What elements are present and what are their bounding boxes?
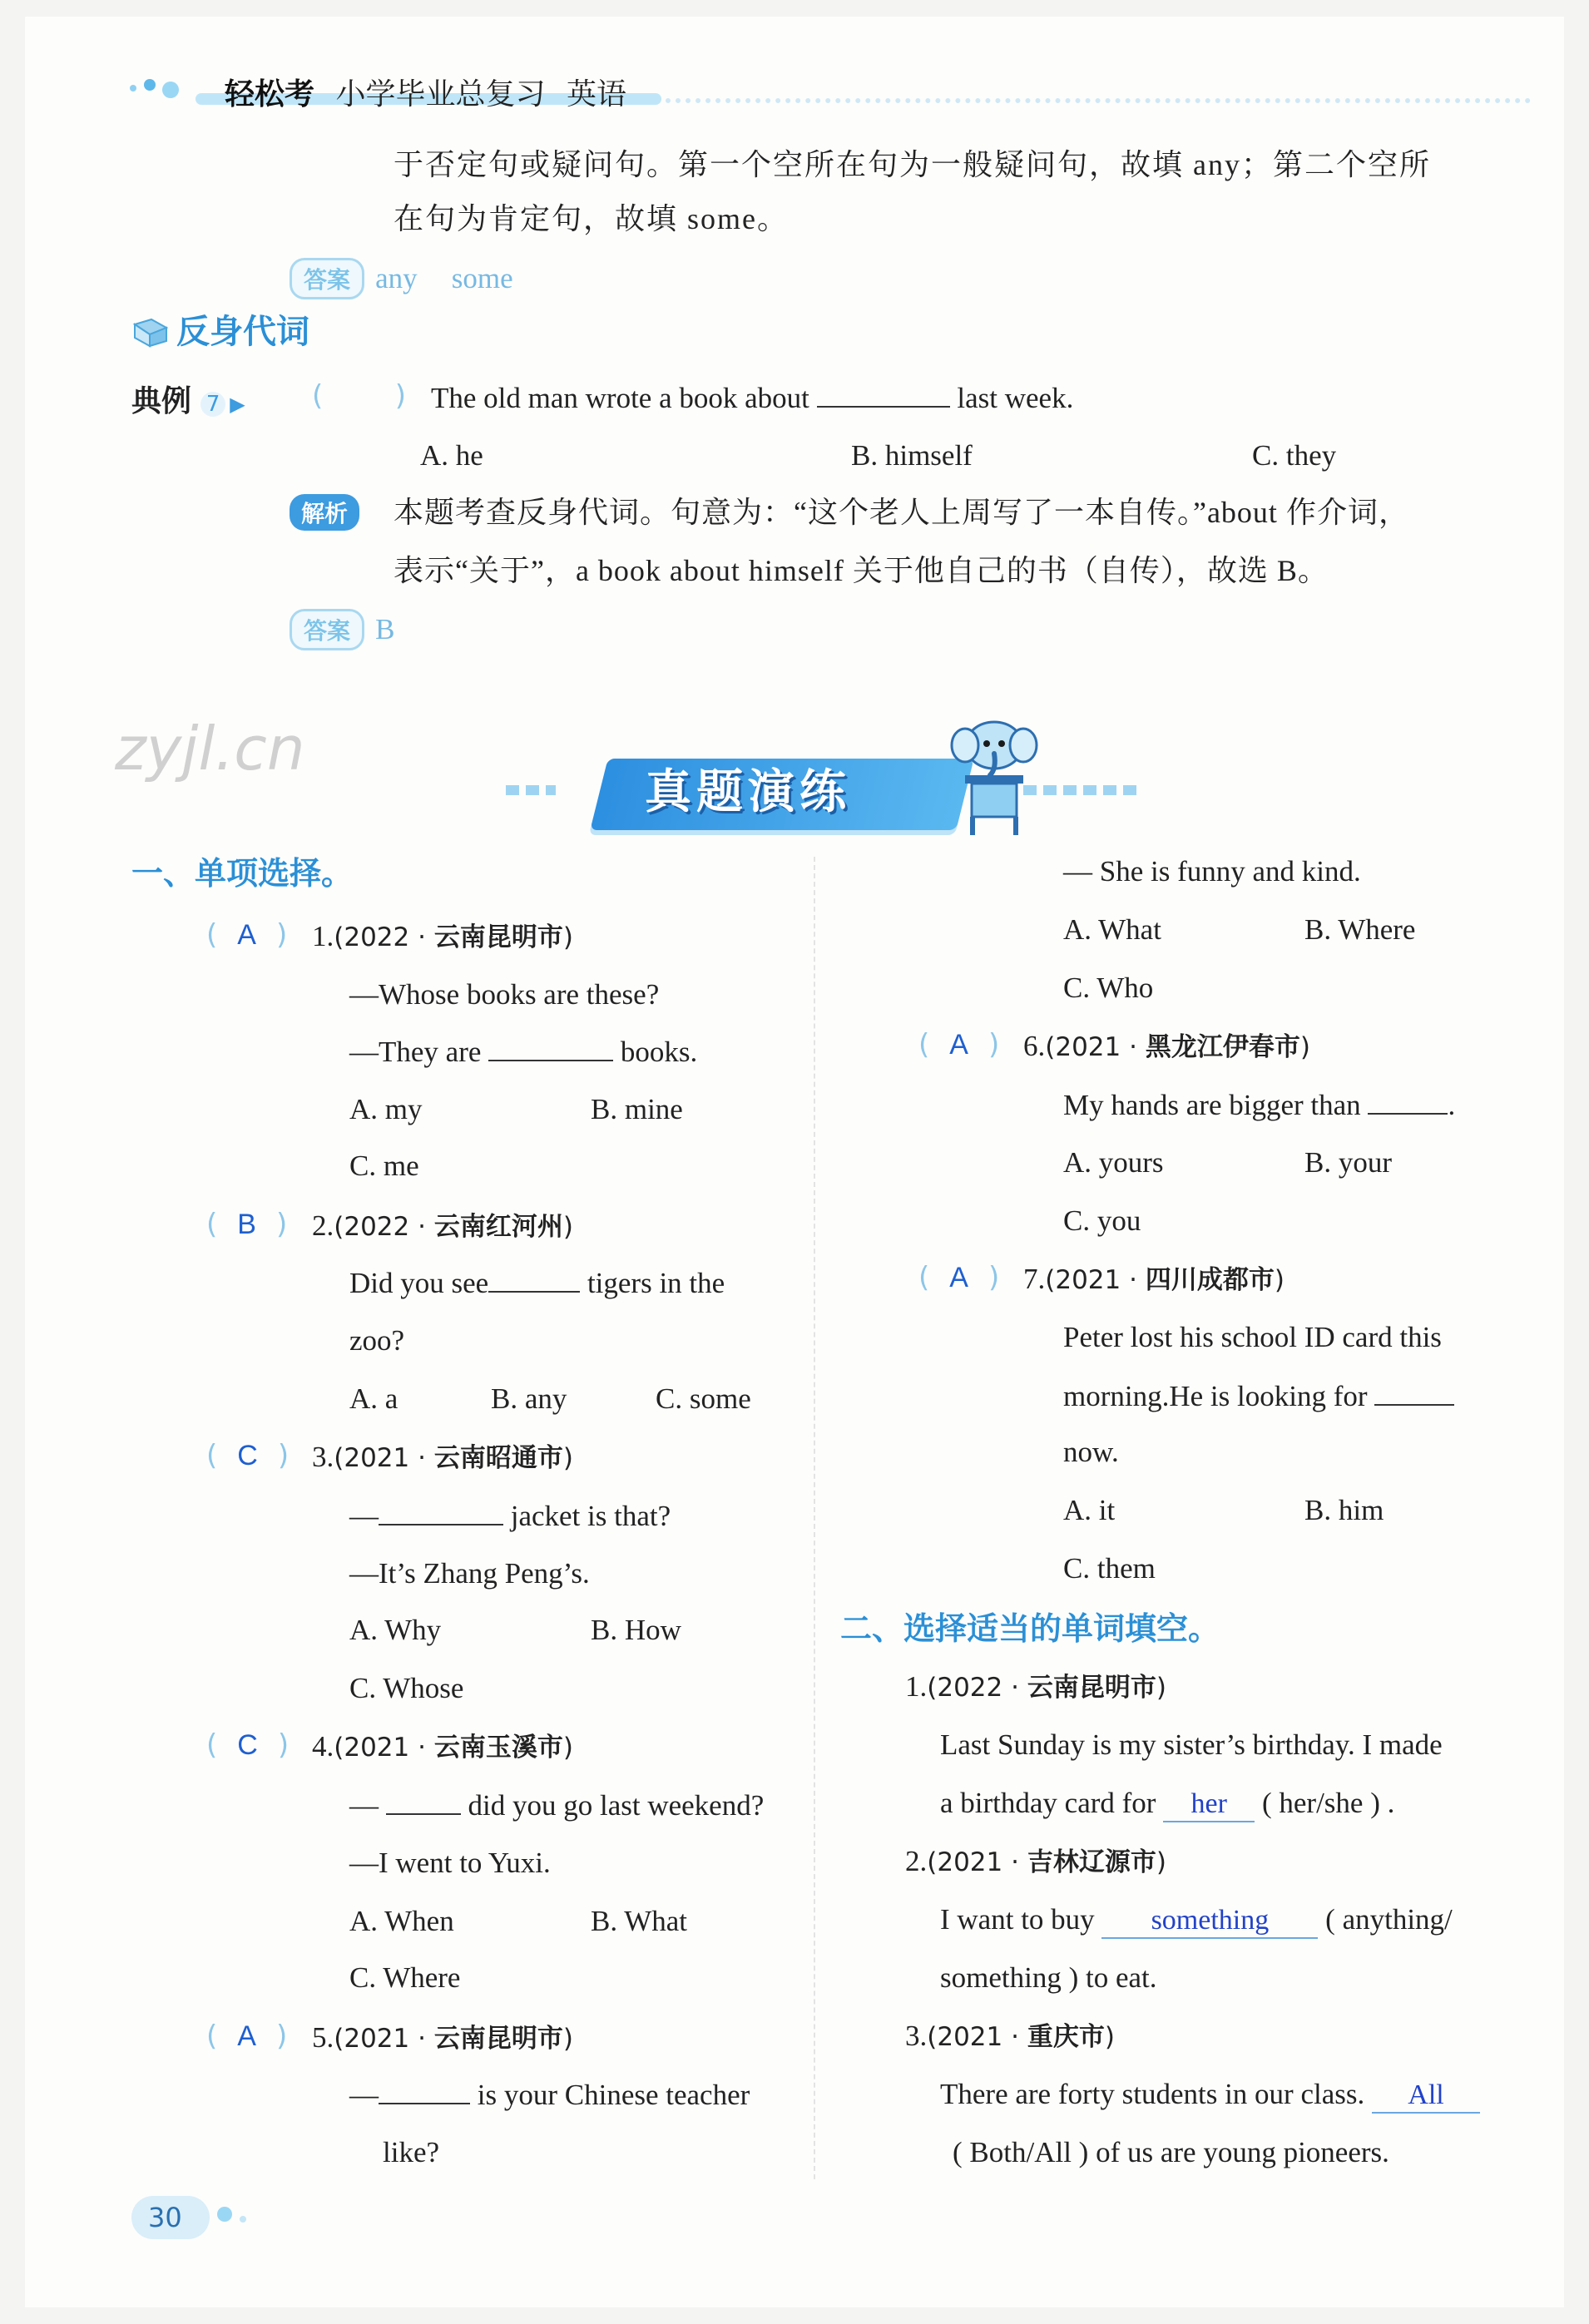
analysis-line1: 本题考查反身代词。句意为：“这个老人上周写了一本自传。”about 作介词， xyxy=(394,496,1409,529)
q6-place: 黑龙江伊春市 xyxy=(1145,1032,1300,1062)
p2q1-line2: a birthday card for her ( her/she ) . xyxy=(940,1787,1394,1822)
q4-place: 云南玉溪市 xyxy=(433,1733,563,1763)
q2-option-a: A. a xyxy=(349,1382,398,1415)
blank-line xyxy=(379,2078,470,2104)
q2-option-c: C. some xyxy=(656,1382,751,1415)
q1-number: 1. xyxy=(312,920,334,952)
q5-year: 2021 xyxy=(344,2024,410,2054)
q5-line2: like? xyxy=(383,2136,440,2168)
elephant-mascot-icon xyxy=(948,714,1040,838)
q7-line3: now. xyxy=(1063,1436,1119,1468)
q7-option-c: C. them xyxy=(1063,1552,1156,1585)
q7-option-b: B. him xyxy=(1304,1494,1384,1526)
q5-option-b: B. Where xyxy=(1304,913,1416,946)
header-series: 小学毕业总复习 xyxy=(335,77,546,111)
page-number: 30 xyxy=(148,2202,182,2233)
prev-analysis-line2: 在句为肯定句，故填 some。 xyxy=(394,202,789,235)
p2q1-fill: her xyxy=(1163,1788,1255,1822)
analysis-tag: 解析 xyxy=(290,494,359,531)
q3-header: 3.(2021 · 云南昭通市) xyxy=(312,1441,573,1473)
q4-option-a: A. When xyxy=(349,1905,454,1937)
part1-title: 一、单项选择。 xyxy=(131,855,354,892)
q1-line2: —They are books. xyxy=(349,1036,698,1068)
q3-line2: —It’s Zhang Peng’s. xyxy=(349,1557,590,1590)
prev-analysis-line1: 于否定句或疑问句。第一个空所在句为一般疑问句，故填 any；第二个空所 xyxy=(394,148,1431,181)
example-answer-paren: ( ) xyxy=(312,379,406,413)
q2-year: 2022 xyxy=(344,1212,410,1242)
q3-line1: — jacket is that? xyxy=(349,1500,671,1532)
q1-line1: —Whose books are these? xyxy=(349,978,660,1011)
q5-number: 5. xyxy=(312,2021,334,2054)
q7-answer: A xyxy=(949,1262,968,1293)
p2q2-line1: I want to buy something ( anything/ xyxy=(940,1903,1453,1939)
section-reflexive-title: 反身代词 xyxy=(176,313,309,351)
q5-option-a: A. What xyxy=(1063,913,1161,946)
q5-line1: — is your Chinese teacher xyxy=(349,2079,750,2111)
prev-answer-1: any xyxy=(375,262,418,294)
q6-option-b: B. your xyxy=(1304,1146,1392,1179)
q5-answer: A xyxy=(237,2020,256,2052)
header-dots-icon xyxy=(125,73,200,98)
p2q1-number: 1. xyxy=(905,1670,928,1703)
p2q3-number: 3. xyxy=(905,2020,928,2052)
column-divider xyxy=(814,857,815,2179)
q7-number: 7. xyxy=(1023,1263,1046,1295)
q7-line1: Peter lost his school ID card this xyxy=(1063,1321,1442,1353)
q4-option-b: B. What xyxy=(591,1905,688,1937)
p2q2-header: 2.(2021 · 吉林辽源市) xyxy=(905,1845,1166,1877)
q1-year: 2022 xyxy=(344,922,410,952)
q2-line1: Did you see tigers in the xyxy=(349,1267,725,1299)
p2q1-header: 1.(2022 · 云南昆明市) xyxy=(905,1670,1166,1703)
answer-paren: ( A ) xyxy=(206,918,288,952)
p2q2-line2: something ) to eat. xyxy=(940,1961,1157,1994)
blank-line xyxy=(379,1499,503,1525)
answer-tag: 答案 xyxy=(290,258,364,299)
banner-title: 真题演练 xyxy=(645,765,851,819)
blank-line xyxy=(1374,1379,1454,1406)
blank-line xyxy=(817,381,950,408)
q3-year: 2021 xyxy=(344,1443,410,1473)
q2-answer: B xyxy=(237,1209,256,1240)
example-option-c: C. they xyxy=(1252,439,1337,472)
banner-stripes-right xyxy=(1023,785,1140,795)
q3-option-b: B. How xyxy=(591,1614,681,1646)
p2q1-year: 2022 xyxy=(937,1673,1003,1703)
q1-header: 1.(2022 · 云南昆明市) xyxy=(312,920,573,952)
q2-header: 2.(2022 · 云南红河州) xyxy=(312,1209,573,1242)
header-dotted-rule xyxy=(666,98,1531,103)
footer-dots-icon xyxy=(213,2203,263,2228)
header-brand: 轻松考 xyxy=(225,77,315,111)
example-question xyxy=(431,381,1073,415)
q5-option-c: C. Who xyxy=(1063,972,1154,1004)
watermark: zyjl.cn xyxy=(115,714,305,784)
analysis-tag-row xyxy=(290,494,359,531)
p2q3-header: 3.(2021 · 重庆市) xyxy=(905,2020,1115,2052)
prev-answer-2: some xyxy=(451,262,513,294)
blank-line xyxy=(488,1266,580,1293)
q1-place: 云南昆明市 xyxy=(433,922,563,952)
q4-header: 4.(2021 · 云南玉溪市) xyxy=(312,1730,573,1763)
banner-stripes-left xyxy=(506,785,556,795)
blank-line xyxy=(488,1035,613,1061)
example-label-row xyxy=(131,378,245,420)
q2-number: 2. xyxy=(312,1209,334,1242)
p2q3-line1: There are forty students in our class. All xyxy=(940,2078,1480,2114)
q5-place: 云南昆明市 xyxy=(433,2024,563,2054)
q6-answer: A xyxy=(949,1029,968,1061)
example-label: 典例 xyxy=(131,384,192,418)
q4-number: 4. xyxy=(312,1730,334,1763)
p2q2-fill: something xyxy=(1101,1904,1318,1939)
q5-header: 5.(2021 · 云南昆明市) xyxy=(312,2021,573,2054)
example-answer: B xyxy=(375,613,395,645)
q4-year: 2021 xyxy=(344,1733,410,1763)
q6-year: 2021 xyxy=(1055,1032,1121,1062)
answer-paren: ( B ) xyxy=(206,1208,288,1241)
p2q3-fill: All xyxy=(1372,2079,1480,2114)
answer-paren: ( A ) xyxy=(918,1261,1000,1294)
q3-option-c: C. Whose xyxy=(349,1672,464,1704)
example-answer-row xyxy=(290,609,394,650)
q1-option-c: C. me xyxy=(349,1150,419,1182)
example-question-text: The old man wrote a book about xyxy=(431,382,809,414)
q6-option-a: A. yours xyxy=(1063,1146,1164,1179)
q4-answer: C xyxy=(237,1729,258,1761)
answer-paren: ( A ) xyxy=(918,1028,1000,1061)
play-triangle-icon: ▶ xyxy=(230,393,245,416)
q2-line2: zoo? xyxy=(349,1324,405,1357)
p2q2-number: 2. xyxy=(905,1845,928,1877)
example-question-end: last week. xyxy=(957,382,1074,414)
q6-header: 6.(2021 · 黑龙江伊春市) xyxy=(1023,1030,1310,1062)
q3-number: 3. xyxy=(312,1441,334,1473)
p2q1-line1: Last Sunday is my sister’s birthday. I made xyxy=(940,1728,1443,1761)
blank-line xyxy=(386,1788,461,1815)
p2q3-year: 2021 xyxy=(937,2022,1003,2052)
q7-place: 四川成都市 xyxy=(1145,1265,1275,1295)
q7-header: 7.(2021 · 四川成都市) xyxy=(1023,1263,1285,1295)
answer-tag: 答案 xyxy=(290,609,364,650)
p2q2-place: 吉林辽源市 xyxy=(1027,1847,1156,1877)
q3-option-a: A. Why xyxy=(349,1614,442,1646)
p2q3-line2: ( Both/All ) of us are young pioneers. xyxy=(953,2136,1389,2168)
q6-option-c: C. you xyxy=(1063,1204,1141,1237)
q3-place: 云南昭通市 xyxy=(433,1443,563,1473)
answer-paren: ( C ) xyxy=(206,1439,290,1472)
q2-option-b: B. any xyxy=(491,1382,567,1415)
q3-answer: C xyxy=(237,1440,258,1471)
q6-number: 6. xyxy=(1023,1030,1046,1062)
q4-line1: — did you go last weekend? xyxy=(349,1789,765,1822)
header-subject: 英语 xyxy=(566,77,626,111)
example-option-a: A. he xyxy=(420,439,483,472)
page xyxy=(25,17,1564,2307)
q7-year: 2021 xyxy=(1055,1265,1121,1295)
p2q1-place: 云南昆明市 xyxy=(1027,1673,1156,1703)
q7-line2: morning.He is looking for xyxy=(1063,1379,1454,1413)
example-number: 7 xyxy=(200,392,225,417)
q7-option-a: A. it xyxy=(1063,1494,1116,1526)
answer-paren: ( A ) xyxy=(206,2020,288,2053)
p2q3-place: 重庆市 xyxy=(1027,2022,1105,2052)
q2-place: 云南红河州 xyxy=(433,1212,563,1242)
q5-line3: — She is funny and kind. xyxy=(1063,855,1361,888)
q4-line2: —I went to Yuxi. xyxy=(349,1847,551,1879)
q1-answer: A xyxy=(237,919,256,951)
book-icon xyxy=(131,316,170,349)
q1-option-b: B. mine xyxy=(591,1093,683,1125)
answer-paren: ( C ) xyxy=(206,1728,290,1762)
example-option-b: B. himself xyxy=(851,439,973,472)
blank-line xyxy=(1368,1088,1448,1115)
q1-option-a: A. my xyxy=(349,1093,423,1125)
prev-answer-row xyxy=(290,258,513,299)
q4-option-c: C. Where xyxy=(349,1961,461,1994)
p2q2-year: 2021 xyxy=(937,1847,1003,1877)
analysis-line2: 表示“关于”，a book about himself 关于他自己的书（自传），故选 B。 xyxy=(394,554,1329,587)
q6-line1: My hands are bigger than . xyxy=(1063,1089,1456,1121)
part2-title: 二、选择适当的单词填空。 xyxy=(840,1610,1220,1647)
